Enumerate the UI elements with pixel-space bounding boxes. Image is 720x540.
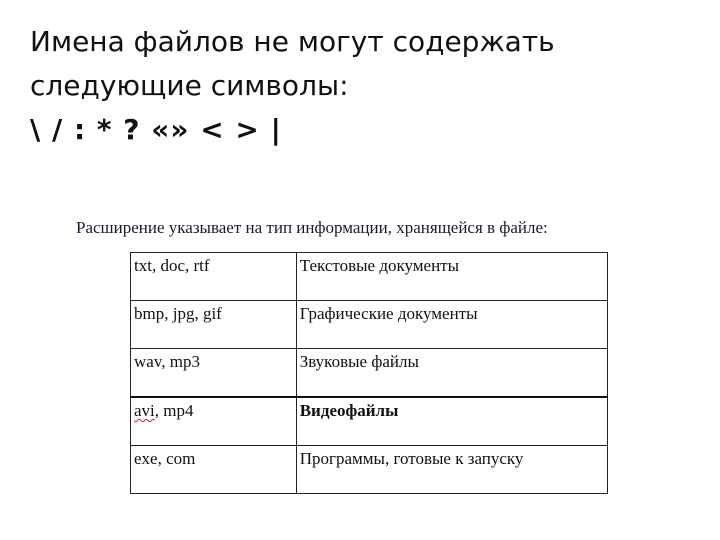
table-row xyxy=(131,397,608,446)
extension-cell: txt, doc, rtf xyxy=(131,253,297,301)
heading-line-2: следующие символы: xyxy=(30,69,349,102)
description-cell: Графические документы xyxy=(296,301,607,349)
spellcheck-underlined-word: avi xyxy=(134,401,155,420)
description-cell: Программы, готовые к запуску xyxy=(296,446,607,494)
description-cell: Видеофайлы xyxy=(296,397,607,446)
heading-line-1: Имена файлов не могут содержать xyxy=(30,25,555,58)
table-row xyxy=(131,253,608,301)
extensions-table xyxy=(130,252,608,494)
description-cell: Текстовые документы xyxy=(296,253,607,301)
extension-cell xyxy=(131,397,297,446)
extension-cell: bmp, jpg, gif xyxy=(131,301,297,349)
forbidden-symbols: \ / : * ? «» < > | xyxy=(30,113,282,146)
table-caption: Расширение указывает на тип информации, хранящейся в файле: xyxy=(76,218,548,237)
table-row xyxy=(131,349,608,398)
table-row xyxy=(131,301,608,349)
extension-cell-rest: , mp4 xyxy=(154,401,194,420)
extension-cell: exe, com xyxy=(131,446,297,494)
table-row xyxy=(131,446,608,494)
extension-cell: wav, mp3 xyxy=(131,349,297,398)
description-cell: Звуковые файлы xyxy=(296,349,607,398)
slide-heading xyxy=(30,20,690,152)
